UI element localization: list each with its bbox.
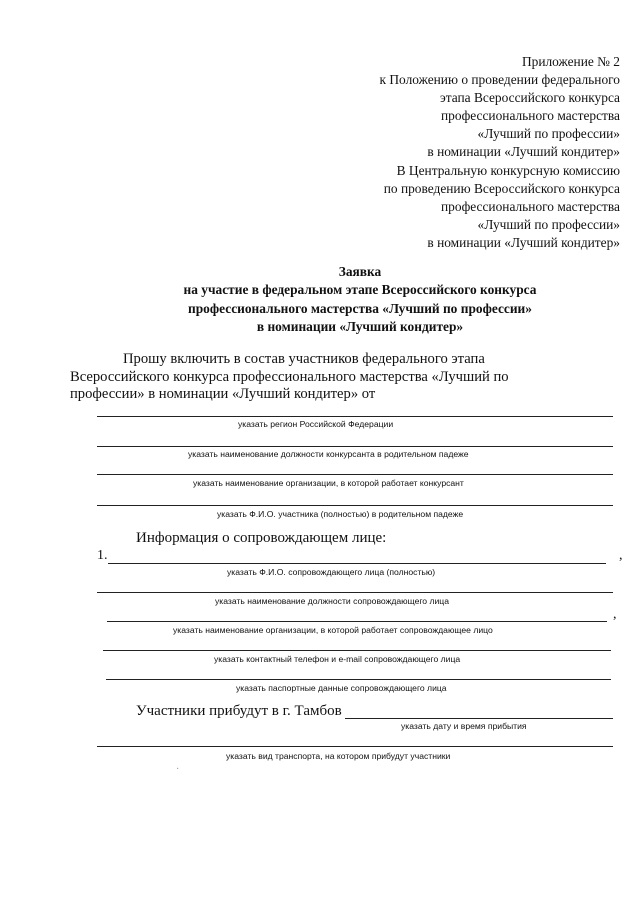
title-line: на участие в федеральном этапе Всероссийского конкурса [183,282,537,298]
addressee-line: в номинации «Лучший кондитер» [427,234,620,250]
addressee-line: «Лучший по профессии» [477,216,620,232]
appendix-line: «Лучший по профессии» [477,126,620,142]
participant-name-caption: указать Ф.И.О. участника (полностью) в родительном падеже [217,509,464,519]
participant-name-field-line[interactable] [97,505,613,506]
appendix-line: к Положению о проведении федерального [379,72,620,88]
addressee-line: профессионального мастерства [441,198,620,214]
escort-name-field-line[interactable] [108,563,606,564]
addressee-line: В Центральную конкурсную комиссию [396,162,620,178]
organization-field-line[interactable] [97,474,613,475]
escort-contacts-field-line[interactable] [103,650,611,651]
escort-item-number: 1. [97,548,108,563]
appendix-line: в номинации «Лучший кондитер» [427,144,620,160]
arrival-label: Участники прибудут в г. Тамбов [136,703,342,719]
appendix-line: Приложение № 2 [521,54,620,69]
region-caption: указать регион Российской Федерации [238,419,394,429]
request-line: профессии» в номинации «Лучший кондитер» от [70,386,376,403]
title-line: в номинации «Лучший кондитер» [256,318,464,334]
escort-position-caption: указать наименование должности сопровождающего лица [215,596,449,606]
position-caption: указать наименование должности конкурсанта в родительном падеже [188,449,469,459]
escort-passport-field-line[interactable] [106,679,611,680]
position-field-line[interactable] [97,446,613,447]
region-field-line[interactable] [97,416,613,417]
escort-name-comma: , [619,548,623,563]
appendix-line: профессионального мастерства [441,108,620,124]
escort-organization-field-line[interactable] [107,621,607,622]
request-line: Всероссийского конкурса профессионального мастерства «Лучший по [70,368,509,385]
appendix-line: этапа Всероссийского конкурса [439,90,620,106]
transport-caption: указать вид транспорта, на котором прибудут участники [226,751,451,761]
document-title [0,263,640,336]
request-paragraph [70,351,597,404]
escort-passport-caption: указать паспортные данные сопровождающего лица [236,683,447,693]
escort-name-caption: указать Ф.И.О. сопровождающего лица (полностью) [227,567,436,577]
escort-organization-caption: указать наименование организации, в которой работает сопровождающее лицо [173,625,493,635]
title-line: Заявка [338,264,382,279]
escort-organization-comma: , [613,607,617,622]
arrival-datetime-field-line[interactable] [345,718,613,719]
organization-caption: указать наименование организации, в которой работает конкурсант [193,478,464,488]
escort-contacts-caption: указать контактный телефон и e-mail сопровождающего лица [214,654,461,664]
transport-field-line[interactable] [97,746,613,747]
title-line: профессионального мастерства «Лучший по профессии» [188,300,532,316]
appendix-header [300,53,620,252]
escort-position-field-line[interactable] [97,592,613,593]
escort-heading: Информация о сопровождающем лице: [136,530,387,546]
arrival-datetime-caption: указать дату и время прибытия [401,721,527,731]
scan-speck: · [176,764,180,775]
request-line: Прошу включить в состав участников федерального этапа [123,351,485,367]
addressee-line: по проведению Всероссийского конкурса [383,180,620,196]
